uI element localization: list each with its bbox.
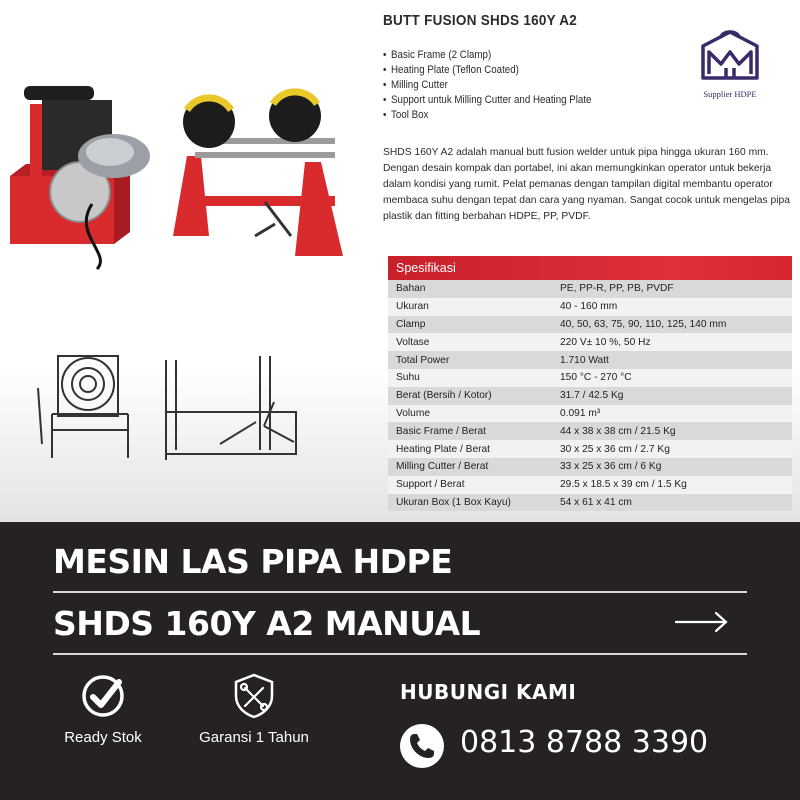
spec-label: Ukuran <box>396 301 429 313</box>
spec-value: 29.5 x 18.5 x 39 cm / 1.5 Kg <box>560 479 687 491</box>
check-circle-icon <box>79 672 127 720</box>
spec-value: 0.091 m³ <box>560 407 601 419</box>
milling-cutter-image <box>2 64 152 274</box>
contact-heading: HUBUNGI KAMI <box>400 680 577 704</box>
spec-row <box>388 280 792 298</box>
spec-row <box>388 494 792 512</box>
spec-row <box>388 422 792 440</box>
spec-value: 44 x 38 x 38 cm / 21.5 Kg <box>560 425 676 437</box>
headline-line-2: SHDS 160Y A2 MANUAL <box>53 604 481 643</box>
spec-value: 1.710 Watt <box>560 354 609 366</box>
spec-label: Berat (Bersih / Kotor) <box>396 390 492 402</box>
logo-text: Supplier HDPE <box>703 89 757 99</box>
component-list <box>383 48 610 123</box>
component-item: • Tool Box <box>383 108 591 123</box>
spec-label: Heating Plate / Berat <box>396 443 491 455</box>
component-item: • Basic Frame (2 Clamp) <box>383 48 591 63</box>
shield-tools-icon <box>230 672 278 720</box>
promo-banner <box>0 522 800 800</box>
spec-table-heading: Spesifikasi <box>388 256 792 280</box>
feature-label: Garansi 1 Tahun <box>199 729 309 746</box>
phone-number[interactable]: 0813 8788 3390 <box>460 725 709 760</box>
arrow-right-icon[interactable] <box>674 610 730 634</box>
technical-drawing-front <box>28 348 154 474</box>
spec-label: Clamp <box>396 318 426 330</box>
spec-value: 150 °C - 270 °C <box>560 372 632 384</box>
spec-row <box>388 458 792 476</box>
spec-label: Basic Frame / Berat <box>396 425 487 437</box>
spec-label: Bahan <box>396 283 426 295</box>
divider <box>53 653 747 655</box>
spec-row <box>388 369 792 387</box>
spec-value: 33 x 25 x 36 cm / 6 Kg <box>560 461 662 473</box>
component-item: • Milling Cutter <box>383 78 591 93</box>
spec-label: Volume <box>396 407 430 419</box>
phone-icon[interactable] <box>400 724 444 768</box>
spec-value: 40, 50, 63, 75, 90, 110, 125, 140 mm <box>560 318 727 330</box>
component-item: • Support untuk Milling Cutter and Heating Plate <box>383 93 591 108</box>
spec-value: 30 x 25 x 36 cm / 2.7 Kg <box>560 443 670 455</box>
supplier-logo <box>688 28 772 110</box>
spec-label: Support / Berat <box>396 479 465 491</box>
spec-row <box>388 298 792 316</box>
feature-ready-stock <box>56 672 150 746</box>
spec-row <box>388 333 792 351</box>
spec-table <box>388 256 792 511</box>
headline-line-1: MESIN LAS PIPA HDPE <box>53 542 453 581</box>
spec-label: Total Power <box>396 354 450 366</box>
spec-value: 40 - 160 mm <box>560 301 618 313</box>
spec-label: Suhu <box>396 372 420 384</box>
feature-label: Ready Stok <box>64 729 142 746</box>
supplier-logo-icon <box>699 28 761 86</box>
product-title: BUTT FUSION SHDS 160Y A2 <box>383 12 578 29</box>
spec-table-body <box>388 280 792 511</box>
spec-row <box>388 316 792 334</box>
spec-row <box>388 476 792 494</box>
technical-drawing-side <box>160 350 302 472</box>
component-item: • Heating Plate (Teflon Coated) <box>383 63 591 78</box>
product-description: SHDS 160Y A2 adalah manual butt fusion welder untuk pipa hingga ukuran 160 mm. Dengan desain kompak dan portabel, ini akan memungkinkan operator untuk bekerja dalam kondisi yang rumit. Pelat pemanas dengan tampilan digital membantu operator membaca suhu dengan tepat dan cara yang nyaman. Sangat cocok untuk mengelas pipa plastik dan fitting berbahan HDPE, PP, PVDF. <box>383 147 790 222</box>
spec-value: PE, PP-R, PP, PB, PVDF <box>560 283 674 295</box>
feature-warranty <box>188 672 320 746</box>
spec-value: 54 x 61 x 41 cm <box>560 496 632 508</box>
spec-label: Voltase <box>396 336 430 348</box>
spec-label: Milling Cutter / Berat <box>396 461 489 473</box>
spec-label: Ukuran Box (1 Box Kayu) <box>396 496 511 508</box>
spec-row <box>388 440 792 458</box>
basic-frame-image <box>165 86 357 266</box>
spec-row <box>388 387 792 405</box>
divider <box>53 591 747 593</box>
spec-value: 220 V± 10 %, 50 Hz <box>560 336 651 348</box>
spec-value: 31.7 / 42.5 Kg <box>560 390 624 402</box>
spec-row <box>388 351 792 369</box>
spec-row <box>388 405 792 423</box>
